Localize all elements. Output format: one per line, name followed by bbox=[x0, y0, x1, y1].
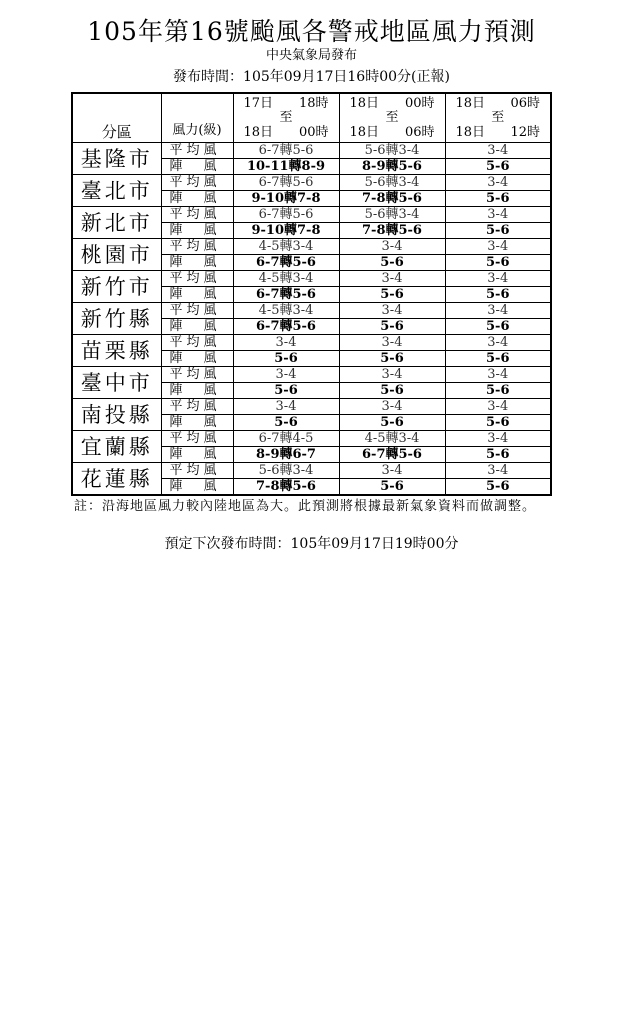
table-row-avg bbox=[72, 207, 551, 223]
area-name: 新北市 bbox=[72, 207, 161, 239]
avg-wind-label: 平均風 bbox=[161, 303, 233, 319]
avg-wind-value: 5-6轉3-4 bbox=[339, 143, 445, 159]
avg-wind-value: 5-6轉3-4 bbox=[233, 463, 339, 479]
gust-wind-value: 5-6 bbox=[233, 415, 339, 431]
avg-wind-value: 4-5轉3-4 bbox=[233, 239, 339, 255]
gust-wind-value: 7-8轉5-6 bbox=[233, 479, 339, 496]
gust-wind-label: 陣 風 bbox=[161, 383, 233, 399]
gust-wind-label: 陣 風 bbox=[161, 447, 233, 463]
period-to: 至 bbox=[385, 110, 399, 125]
gust-wind-label: 陣 風 bbox=[161, 223, 233, 239]
avg-wind-value: 3-4 bbox=[445, 399, 551, 415]
avg-wind-value: 6-7轉5-6 bbox=[233, 207, 339, 223]
area-name: 桃園市 bbox=[72, 239, 161, 271]
period-start-hour: 18時 bbox=[298, 96, 329, 111]
table-row-avg bbox=[72, 239, 551, 255]
gust-wind-value: 6-7轉5-6 bbox=[233, 255, 339, 271]
period-to: 至 bbox=[279, 110, 293, 125]
area-name: 基隆市 bbox=[72, 143, 161, 175]
gust-wind-value: 5-6 bbox=[339, 287, 445, 303]
avg-wind-value: 3-4 bbox=[445, 175, 551, 191]
table-row-avg bbox=[72, 399, 551, 415]
area-name: 苗栗縣 bbox=[72, 335, 161, 367]
avg-wind-label: 平均風 bbox=[161, 271, 233, 287]
table-row-avg bbox=[72, 175, 551, 191]
avg-wind-label: 平均風 bbox=[161, 143, 233, 159]
gust-wind-value: 5-6 bbox=[339, 479, 445, 496]
period-end-hour: 12時 bbox=[510, 125, 540, 140]
avg-wind-label: 平均風 bbox=[161, 463, 233, 479]
area-name: 新竹縣 bbox=[72, 303, 161, 335]
footnote: 註：沿海地區風力較內陸地區為大。此預測將根據最新氣象資料而做調整。 bbox=[74, 499, 537, 514]
gust-wind-value: 6-7轉5-6 bbox=[233, 319, 339, 335]
period-header-1 bbox=[233, 93, 339, 143]
avg-wind-value: 3-4 bbox=[233, 335, 339, 351]
table-row-avg bbox=[72, 303, 551, 319]
gust-wind-value: 5-6 bbox=[445, 159, 551, 175]
gust-wind-label: 陣 風 bbox=[161, 479, 233, 496]
table-row-avg bbox=[72, 143, 551, 159]
gust-wind-value: 5-6 bbox=[445, 383, 551, 399]
avg-wind-value: 6-7轉5-6 bbox=[233, 175, 339, 191]
avg-wind-value: 3-4 bbox=[445, 367, 551, 383]
avg-wind-value: 6-7轉5-6 bbox=[233, 143, 339, 159]
period-header-2 bbox=[339, 93, 445, 143]
gust-wind-value: 5-6 bbox=[445, 479, 551, 496]
period-end-day: 18日 bbox=[455, 125, 486, 140]
gust-wind-value: 5-6 bbox=[445, 191, 551, 207]
area-name: 新竹市 bbox=[72, 271, 161, 303]
gust-wind-value: 5-6 bbox=[445, 447, 551, 463]
gust-wind-value: 9-10轉7-8 bbox=[233, 191, 339, 207]
gust-wind-value: 5-6 bbox=[339, 319, 445, 335]
avg-wind-value: 4-5轉3-4 bbox=[233, 271, 339, 287]
table-row-avg bbox=[72, 431, 551, 447]
gust-wind-value: 10-11轉8-9 bbox=[233, 159, 339, 175]
avg-wind-label: 平均風 bbox=[161, 367, 233, 383]
gust-wind-value: 5-6 bbox=[339, 255, 445, 271]
avg-wind-value: 3-4 bbox=[445, 143, 551, 159]
gust-wind-label: 陣 風 bbox=[161, 191, 233, 207]
avg-wind-value: 3-4 bbox=[339, 399, 445, 415]
gust-wind-value: 5-6 bbox=[445, 415, 551, 431]
gust-wind-value: 8-9轉5-6 bbox=[339, 159, 445, 175]
avg-wind-label: 平均風 bbox=[161, 207, 233, 223]
avg-wind-value: 5-6轉3-4 bbox=[339, 175, 445, 191]
area-name: 花蓮縣 bbox=[72, 463, 161, 496]
gust-wind-value: 5-6 bbox=[233, 383, 339, 399]
gust-wind-value: 5-6 bbox=[339, 415, 445, 431]
gust-wind-label: 陣 風 bbox=[161, 255, 233, 271]
period-start-day: 18日 bbox=[455, 96, 486, 111]
area-name: 南投縣 bbox=[72, 399, 161, 431]
table-row-avg bbox=[72, 335, 551, 351]
avg-wind-value: 5-6轉3-4 bbox=[339, 207, 445, 223]
gust-wind-label: 陣 風 bbox=[161, 415, 233, 431]
gust-wind-value: 5-6 bbox=[445, 255, 551, 271]
area-name: 宜蘭縣 bbox=[72, 431, 161, 463]
gust-wind-value: 9-10轉7-8 bbox=[233, 223, 339, 239]
avg-wind-value: 4-5轉3-4 bbox=[339, 431, 445, 447]
gust-wind-value: 5-6 bbox=[445, 223, 551, 239]
gust-wind-value: 5-6 bbox=[233, 351, 339, 367]
table-row-avg bbox=[72, 463, 551, 479]
avg-wind-label: 平均風 bbox=[161, 239, 233, 255]
period-end-day: 18日 bbox=[243, 125, 274, 140]
avg-wind-label: 平均風 bbox=[161, 175, 233, 191]
avg-wind-value: 6-7轉4-5 bbox=[233, 431, 339, 447]
page-title: 105年第16號颱風各警戒地區風力預測 bbox=[87, 17, 536, 46]
period-start-day: 17日 bbox=[243, 96, 274, 111]
avg-wind-value: 3-4 bbox=[445, 431, 551, 447]
gust-wind-value: 5-6 bbox=[445, 351, 551, 367]
gust-wind-value: 7-8轉5-6 bbox=[339, 191, 445, 207]
gust-wind-value: 5-6 bbox=[339, 383, 445, 399]
table-header-row bbox=[72, 93, 551, 143]
table-row-avg bbox=[72, 367, 551, 383]
gust-wind-value: 6-7轉5-6 bbox=[233, 287, 339, 303]
issuer-text: 中央氣象局發布 bbox=[265, 48, 357, 63]
period-start-day: 18日 bbox=[349, 96, 380, 111]
table-body bbox=[72, 143, 551, 496]
gust-wind-label: 陣 風 bbox=[161, 319, 233, 335]
avg-wind-label: 平均風 bbox=[161, 335, 233, 351]
area-column-header: 分區 bbox=[72, 93, 161, 143]
avg-wind-value: 3-4 bbox=[445, 303, 551, 319]
gust-wind-label: 陣 風 bbox=[161, 159, 233, 175]
gust-wind-value: 5-6 bbox=[445, 287, 551, 303]
avg-wind-label: 平均風 bbox=[161, 431, 233, 447]
period-start-hour: 00時 bbox=[404, 96, 435, 111]
avg-wind-value: 3-4 bbox=[339, 463, 445, 479]
gust-wind-value: 5-6 bbox=[339, 351, 445, 367]
gust-wind-value: 6-7轉5-6 bbox=[339, 447, 445, 463]
avg-wind-value: 3-4 bbox=[445, 239, 551, 255]
period-end-hour: 00時 bbox=[298, 125, 329, 140]
avg-wind-value: 3-4 bbox=[445, 463, 551, 479]
gust-wind-value: 8-9轉6-7 bbox=[233, 447, 339, 463]
wind-forecast-table bbox=[71, 92, 552, 496]
gust-wind-label: 陣 風 bbox=[161, 351, 233, 367]
avg-wind-value: 3-4 bbox=[233, 399, 339, 415]
avg-wind-label: 平均風 bbox=[161, 399, 233, 415]
avg-wind-value: 3-4 bbox=[339, 335, 445, 351]
period-end-day: 18日 bbox=[349, 125, 380, 140]
gust-wind-label: 陣 風 bbox=[161, 287, 233, 303]
avg-wind-value: 3-4 bbox=[445, 271, 551, 287]
area-name: 臺北市 bbox=[72, 175, 161, 207]
level-column-header: 風力(級) bbox=[161, 93, 233, 143]
issue-time-text: 發布時間：105年09月17日16時00分(正報) bbox=[173, 69, 450, 85]
table-row-avg bbox=[72, 271, 551, 287]
period-start-hour: 06時 bbox=[510, 96, 540, 111]
avg-wind-value: 3-4 bbox=[339, 239, 445, 255]
gust-wind-value: 5-6 bbox=[445, 319, 551, 335]
period-header-3 bbox=[445, 93, 551, 143]
gust-wind-value: 7-8轉5-6 bbox=[339, 223, 445, 239]
avg-wind-value: 3-4 bbox=[339, 367, 445, 383]
next-issue-time: 預定下次發布時間：105年09月17日19時00分 bbox=[164, 536, 459, 552]
avg-wind-value: 3-4 bbox=[339, 303, 445, 319]
avg-wind-value: 4-5轉3-4 bbox=[233, 303, 339, 319]
period-to: 至 bbox=[491, 110, 505, 125]
avg-wind-value: 3-4 bbox=[445, 335, 551, 351]
avg-wind-value: 3-4 bbox=[233, 367, 339, 383]
period-end-hour: 06時 bbox=[404, 125, 435, 140]
avg-wind-value: 3-4 bbox=[339, 271, 445, 287]
avg-wind-value: 3-4 bbox=[445, 207, 551, 223]
area-name: 臺中市 bbox=[72, 367, 161, 399]
